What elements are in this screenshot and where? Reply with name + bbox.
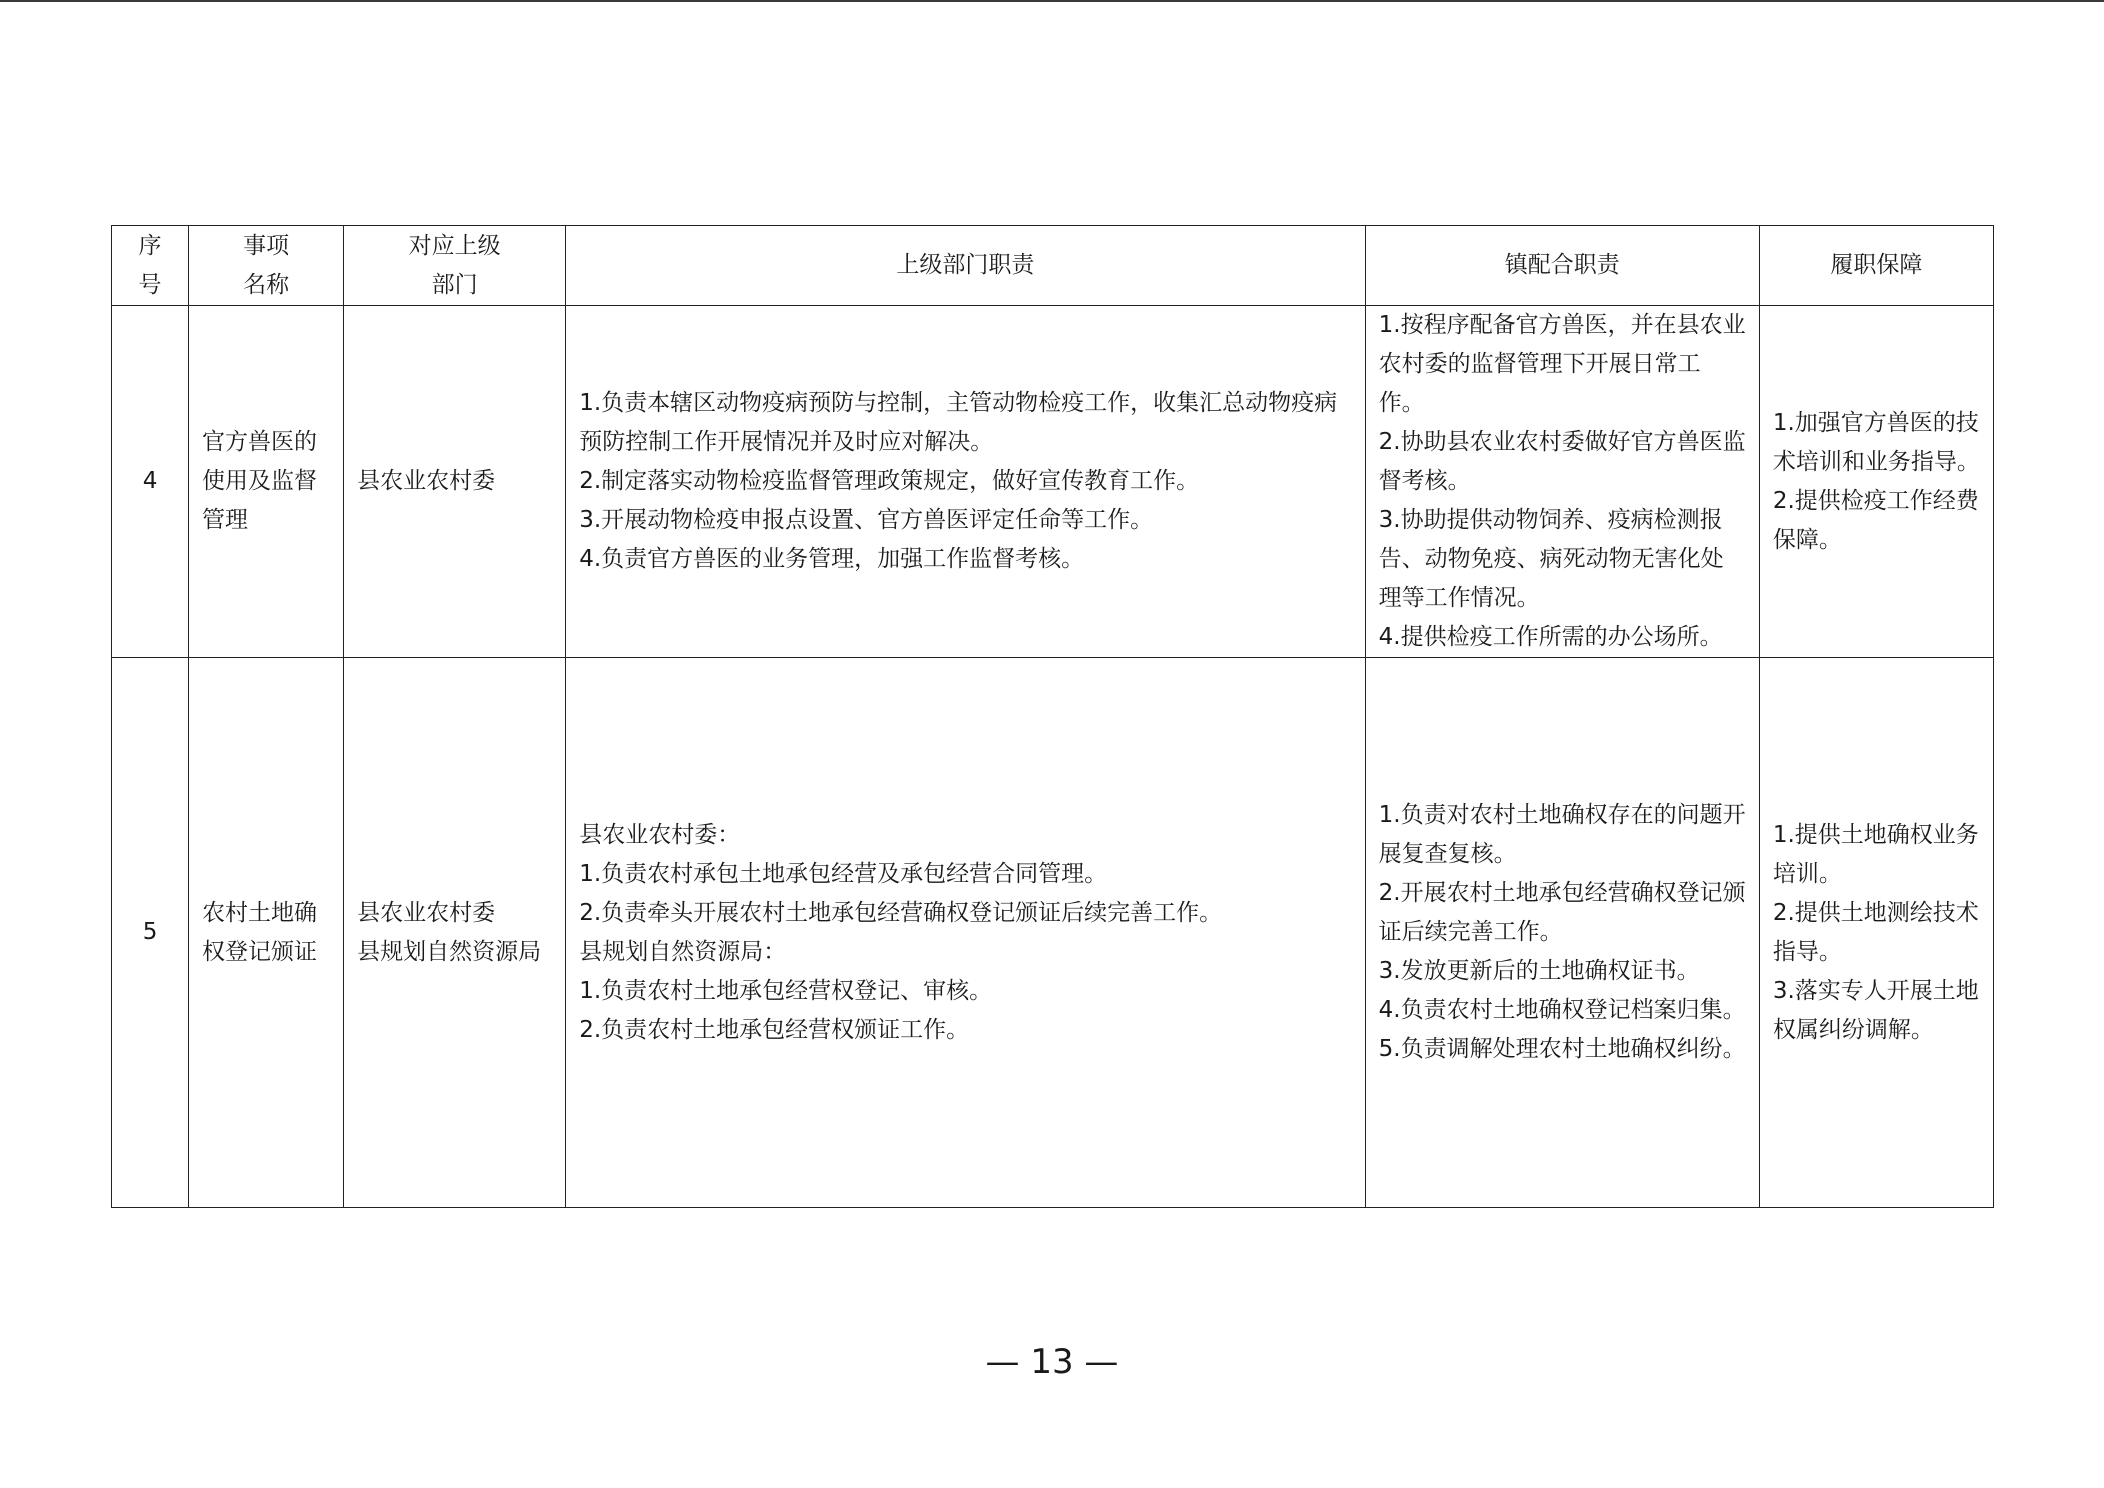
guarantee-item: 3.落实专人开展土地权属纠纷调解。 [1772, 977, 1979, 1043]
upper-duty-item: 县农业农村委： [579, 821, 741, 848]
header-seq [112, 226, 189, 306]
row-guarantee [1759, 306, 1993, 658]
guarantee-item: 1.提供土地确权业务培训。 [1772, 821, 1979, 887]
guarantee-item: 2.提供检疫工作经费保障。 [1772, 487, 1979, 553]
upper-duty-item: 2.负责牵头开展农村土地承包经营确权登记颁证后续完善工作。 [579, 899, 1223, 926]
town-duty-item: 4.提供检疫工作所需的办公场所。 [1378, 624, 1723, 650]
header-seq-line-2: 号 [138, 271, 162, 298]
duty-table [111, 225, 1994, 1208]
header-dept-line-1: 对应上级 [408, 232, 501, 259]
header-item-line-2: 名称 [243, 271, 290, 298]
town-duty-item: 2.开展农村土地承包经营确权登记颁证后续完善工作。 [1378, 880, 1746, 945]
row-dept-line: 县规划自然资源局 [357, 938, 542, 965]
header-upper-duty: 上级部门职责 [566, 226, 1365, 306]
upper-duty-item: 2.制定落实动物检疫监督管理政策规定，做好宣传教育工作。 [579, 468, 1200, 494]
guarantee-item: 1.加强官方兽医的技术培训和业务指导。 [1772, 409, 1980, 475]
table-row [112, 658, 1994, 1208]
table-row [112, 306, 1994, 658]
header-guarantee: 履职保障 [1759, 226, 1993, 306]
upper-duty-item: 1.负责本辖区动物疫病预防与控制，主管动物检疫工作，收集汇总动物疫病预防控制工作开展情况并及时应对解决。 [579, 390, 1338, 455]
town-duty-item: 4.负责农村土地确权登记档案归集。 [1378, 997, 1746, 1023]
row-town-duty [1365, 658, 1759, 1208]
row-town-duty [1365, 306, 1759, 658]
row-seq: 5 [112, 658, 189, 1208]
header-dept-line-2: 部门 [431, 271, 478, 298]
row-item-name: 官方兽医的使用及监督管理 [189, 306, 344, 658]
row-upper-duty [566, 658, 1365, 1208]
town-duty-item: 3.发放更新后的土地确权证书。 [1378, 958, 1700, 984]
row-guarantee [1759, 658, 1993, 1208]
header-item-line-1: 事项 [243, 232, 290, 259]
header-town-duty: 镇配合职责 [1365, 226, 1759, 306]
header-dept [344, 226, 566, 306]
table-header-row [112, 226, 1994, 306]
page-top-border [0, 0, 2104, 2]
page-number: — 13 — [985, 1342, 1119, 1382]
upper-duty-item: 2.负责农村土地承包经营权颁证工作。 [579, 1016, 970, 1043]
upper-duty-item: 1.负责农村土地承包经营权登记、审核。 [579, 977, 993, 1004]
row-seq: 4 [112, 306, 189, 658]
row-dept-line: 县农业农村委 [357, 899, 496, 926]
row-dept [344, 658, 566, 1208]
header-item [189, 226, 344, 306]
row-upper-duty [566, 306, 1365, 658]
town-duty-item: 1.负责对农村土地确权存在的问题开展复查复核。 [1378, 802, 1746, 867]
town-duty-item: 5.负责调解处理农村土地确权纠纷。 [1378, 1036, 1746, 1062]
town-duty-item: 3.协助提供动物饲养、疫病检测报告、动物免疫、病死动物无害化处理等工作情况。 [1378, 507, 1724, 611]
header-seq-line-1: 序 [138, 232, 162, 259]
row-dept-line: 县农业农村委 [357, 468, 496, 494]
upper-duty-item: 县规划自然资源局： [579, 938, 787, 965]
upper-duty-item: 3.开展动物检疫申报点设置、官方兽医评定任命等工作。 [579, 507, 1154, 533]
town-duty-item: 1.按程序配备官方兽医，并在县农业农村委的监督管理下开展日常工作。 [1378, 312, 1746, 416]
row-item-name: 农村土地确权登记颁证 [189, 658, 344, 1208]
upper-duty-item: 4.负责官方兽医的业务管理，加强工作监督考核。 [579, 546, 1085, 572]
row-dept [344, 306, 566, 658]
town-duty-item: 2.协助县农业农村委做好官方兽医监督考核。 [1378, 429, 1746, 494]
guarantee-item: 2.提供土地测绘技术指导。 [1772, 899, 1979, 965]
upper-duty-item: 1.负责农村承包土地承包经营及承包经营合同管理。 [579, 860, 1108, 887]
